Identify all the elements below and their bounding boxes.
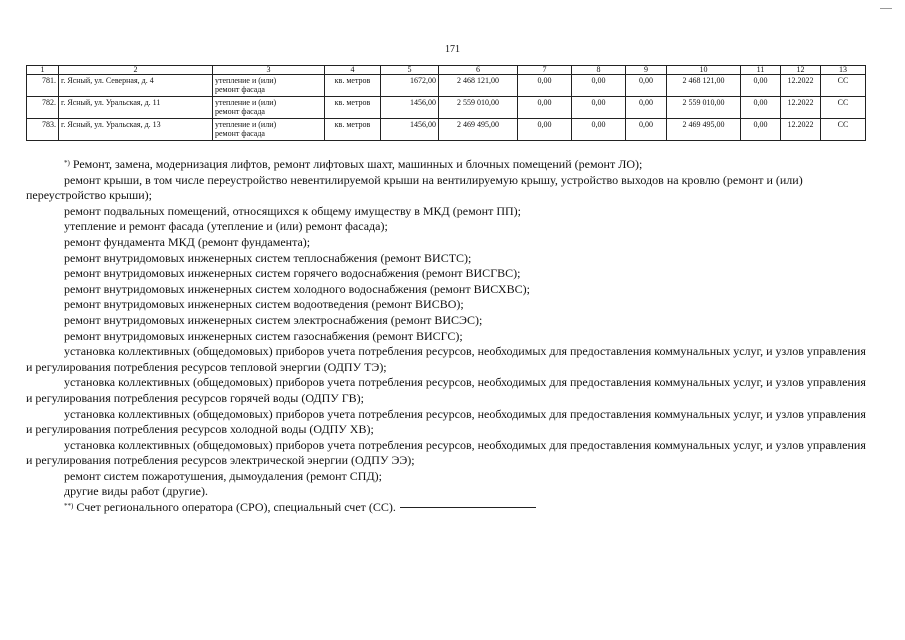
value-cell: 2 559 010,00 [667,97,741,119]
table-row [27,97,866,119]
work-type-line: ремонт фасада [215,85,265,94]
footnote-line [26,157,874,173]
work-type-line: ремонт фасада [215,129,265,138]
table-header-row [27,66,866,75]
column-number: 11 [741,66,781,75]
account-cell: СС [821,119,866,141]
value-cell: 0,00 [626,97,667,119]
footnote-line: установка коллективных (общедомовых) приборов учета потребления ресурсов, необходимых для предоставления коммунальных услуг, и узлов управления и регулирования потребления ресурсов холодной воды (ОДПУ ХВ); [26,406,866,437]
address-cell: г. Ясный, ул. Северная, д. 4 [59,75,213,97]
row-number: 782. [27,97,59,119]
footnote-line: ремонт подвальных помещений, относящихся к общему имуществу в МКД (ремонт ПП); [64,203,521,218]
footnote-line: установка коллективных (общедомовых) приборов учета потребления ресурсов, необходимых для предоставления коммунальных услуг, и узлов управления и регулирования потребления ресурсов электрической энергии (ОДПУ ЭЭ); [26,437,866,468]
footnote-line: установка коллективных (общедомовых) приборов учета потребления ресурсов, необходимых для предоставления коммунальных услуг, и узлов управления и регулирования потребления ресурсов горячей воды (ОДПУ ГВ); [26,375,866,405]
unit-cell: кв. метров [325,119,381,141]
period-cell: 12.2022 [781,119,821,141]
row-number: 783. [27,119,59,141]
footnote-line: установка коллективных (общедомовых) приборов учета потребления ресурсов, необходимых для предоставления коммунальных услуг, и узлов управления и регулирования потребления ресурсов тепловой энергии (ОДПУ ТЭ); [26,344,866,374]
area-cell: 1456,00 [381,97,439,119]
address-cell: г. Ясный, ул. Уральская, д. 11 [59,97,213,119]
footnote-line: ремонт фундамента МКД (ремонт фундамента); [64,234,311,249]
value-cell: 0,00 [741,75,781,97]
footnote-text: Счет регионального оператора (СРО), специальный счет (СС). [76,500,396,515]
column-number: 6 [439,66,518,75]
value-cell: 0,00 [518,119,572,141]
column-number: 7 [518,66,572,75]
account-cell: СС [821,75,866,97]
table-row [27,75,866,97]
work-type-cell [213,97,325,119]
registry-table [26,65,866,141]
footnote-mark: *) [64,159,70,167]
footnote-line: ремонт систем пожаротушения, дымоудаления (ремонт СПД); [64,468,382,483]
footnote-line: ремонт внутридомовых инженерных систем электроснабжения (ремонт ВИСЭС); [64,312,483,327]
work-type-cell [213,119,325,141]
corner-dash [880,8,892,9]
unit-cell: кв. метров [325,75,381,97]
footnotes [26,157,874,516]
footnote-line: другие виды работ (другие). [64,484,208,499]
column-number: 12 [781,66,821,75]
cost-cell: 2 468 121,00 [439,75,518,97]
value-cell: 0,00 [518,97,572,119]
period-cell: 12.2022 [781,75,821,97]
column-number: 3 [213,66,325,75]
work-type-line: ремонт фасада [215,107,265,116]
column-number: 2 [59,66,213,75]
value-cell: 2 468 121,00 [667,75,741,97]
address-cell: г. Ясный, ул. Уральская, д. 13 [59,119,213,141]
page-number: 171 [445,44,460,55]
work-type-line: утепление и (или) [215,98,277,107]
value-cell: 2 469 495,00 [667,119,741,141]
footnote-line: ремонт внутридомовых инженерных систем холодного водоснабжения (ремонт ВИСХВС); [64,281,530,296]
footnote-line: ремонт внутридомовых инженерных систем водоотведения (ремонт ВИСВО); [64,297,464,312]
value-cell: 0,00 [626,75,667,97]
footnote-text: Ремонт, замена, модернизация лифтов, ремонт лифтовых шахт, машинных и блочных помещений (ремонт ЛО); [72,157,643,171]
column-number: 13 [821,66,866,75]
footnote-mark: **) [64,502,74,511]
footnote-line: ремонт внутридомовых инженерных систем горячего водоснабжения (ремонт ВИСГВС); [64,266,521,281]
period-cell: 12.2022 [781,97,821,119]
column-number: 10 [667,66,741,75]
column-number: 4 [325,66,381,75]
footnote-line: ремонт внутридомовых инженерных систем газоснабжения (ремонт ВИСГС); [64,328,463,343]
column-number: 9 [626,66,667,75]
area-cell: 1672,00 [381,75,439,97]
column-number: 1 [27,66,59,75]
row-number: 781. [27,75,59,97]
table-row [27,119,866,141]
value-cell: 0,00 [518,75,572,97]
work-type-cell [213,75,325,97]
value-cell: 0,00 [626,119,667,141]
value-cell: 0,00 [572,97,626,119]
cost-cell: 2 559 010,00 [439,97,518,119]
closing-rule [400,507,536,508]
work-type-line: утепление и (или) [215,76,277,85]
value-cell: 0,00 [741,119,781,141]
footnote-line: ремонт крыши, в том числе переустройство невентилируемой крыши на вентилируемую крышу, устройство выходов на кровлю (ремонт и (или) переустройство крыши); [26,172,803,203]
value-cell: 0,00 [572,75,626,97]
value-cell: 0,00 [572,119,626,141]
footnote-line: утепление и ремонт фасада (утепление и (или) ремонт фасада); [64,219,388,234]
account-cell: СС [821,97,866,119]
area-cell: 1456,00 [381,119,439,141]
footnote-line: ремонт внутридомовых инженерных систем теплоснабжения (ремонт ВИСТС); [64,250,472,265]
unit-cell: кв. метров [325,97,381,119]
cost-cell: 2 469 495,00 [439,119,518,141]
column-number: 5 [381,66,439,75]
work-type-line: утепление и (или) [215,120,277,129]
value-cell: 0,00 [741,97,781,119]
column-number: 8 [572,66,626,75]
